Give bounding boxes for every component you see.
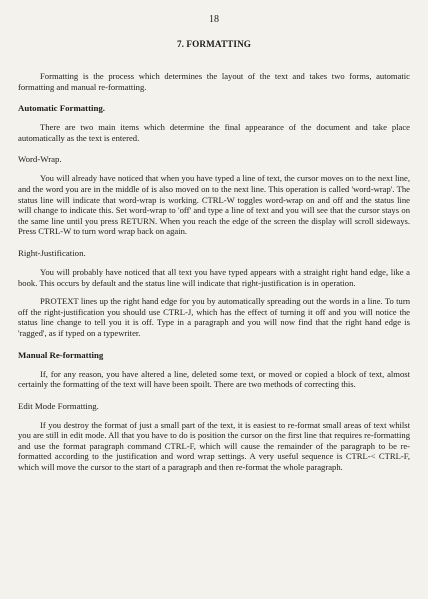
right-justification-paragraph-1: You will probably have noticed that all text you have typed appears with a straight right hand edge, like a book. This occurs by default and the status line will indicate that right-justification is in operation. [18,266,410,288]
page-number: 18 [209,14,219,25]
right-justification-heading: Right-Justification. [18,247,86,258]
right-justification-paragraph-2: PROTEXT lines up the right hand edge for you by automatically spreading out the words in a line. To turn off the right-justification you should use CTRL-J, which has the effect of turning it off and you will notice the status line change to tell you it is off. Type in a paragraph and you will now find that the right hand edge is 'ragged', as if typed on a typewriter. [18,296,410,338]
edit-mode-formatting-paragraph: If you destroy the format of just a small part of the text, it is easiest to re-format small areas of text whilst you are still in edit mode. All that you have to do is position the cursor on the first line that requires re-formatting and use the format paragraph command CTRL-F, which will cause the remainder of the paragraph to be re-formatted according to the justification and word wrap settings. A very useful sequence is CTRL-< CTRL-F, which will move the cursor to the start of a paragraph and then re-format the whole paragraph. [18,419,410,473]
manual-reformatting-heading: Manual Re-formatting [18,349,104,360]
word-wrap-heading: Word-Wrap. [18,154,62,165]
automatic-formatting-heading: Automatic Formatting. [18,103,105,114]
automatic-formatting-paragraph: There are two main items which determine the final appearance of the document and take place automatically as the text is entered. [18,122,410,143]
chapter-title: 7. FORMATTING [176,39,252,49]
edit-mode-formatting-heading: Edit Mode Formatting. [18,400,99,411]
intro-paragraph: Formatting is the process which determines the layout of the text and takes two forms, automatic formatting and manual re-formatting. [18,71,410,92]
word-wrap-paragraph: You will already have noticed that when you have typed a line of text, the cursor moves on to the next line, and the word you are in the middle of is also moved on to the next line. This operation is called 'word-wrap'. The status line will indicate that word-wrap is working. CTRL-W toggles word-wrap on and off and the status line will change to indicate this. Set word-wrap to 'off' and type a line of text and you will see that the cursor stays on the same line until you press RETURN. When you reach the edge of the screen the display will scroll sideways. Press CTRL-W to turn word wrap back on again. [18,173,410,237]
manual-reformatting-paragraph: If, for any reason, you have altered a line, deleted some text, or moved or copied a block of text, almost certainly the formatting of the text will have been spoilt. There are two methods of correcting this. [18,368,410,390]
